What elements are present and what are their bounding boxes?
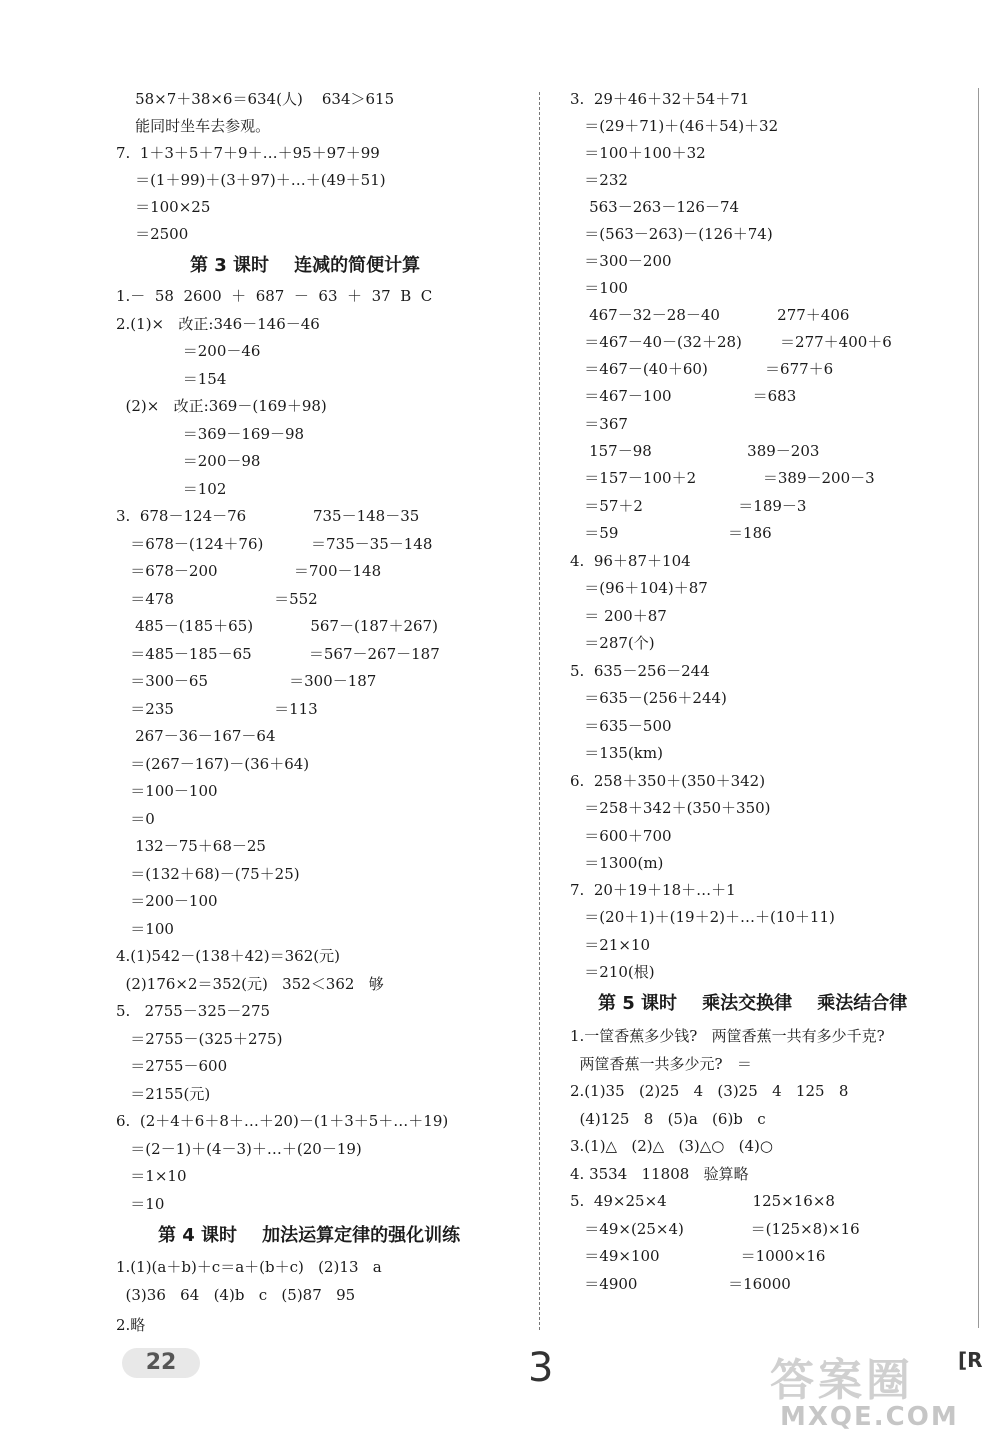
text-line: ＝2500 (116, 225, 189, 243)
text-line: ＝678－(124＋76) ＝735－35－148 (116, 535, 433, 553)
text-line: 1.－ 58 2600 ＋ 687 － 63 ＋ 37 B C (116, 287, 433, 305)
text-line: 3. 29＋46＋32＋54＋71 (570, 90, 750, 108)
text-line: ＝200－100 (116, 892, 218, 910)
text-line: ＝635－(256＋244) (570, 689, 727, 707)
text-line: 5. 635－256－244 (570, 662, 710, 680)
text-line: ＝235 ＝113 (116, 700, 318, 718)
text-line: ＝2155(元) (116, 1085, 211, 1103)
text-line: ＝100 (116, 920, 174, 938)
text-line: (2)× 改正:369－(169＋98) (116, 397, 327, 415)
text-line: (4)125 8 (5)a (6)b c (570, 1110, 766, 1128)
text-line: 能同时坐车去参观。 (116, 117, 271, 135)
text-line: ＝100＋100＋32 (570, 144, 706, 162)
text-line: (3)36 64 (4)b c (5)87 95 (116, 1286, 356, 1304)
text-line: 1.(1)(a＋b)＋c＝a＋(b＋c) (2)13 a (116, 1258, 382, 1276)
text-line: 6. 258＋350＋(350＋342) (570, 772, 766, 790)
text-line: ＝(29＋71)＋(46＋54)＋32 (570, 117, 779, 135)
text-line: ＝(132＋68)－(75＋25) (116, 865, 300, 883)
text-line: ＝369－169－98 (116, 425, 305, 443)
text-line: 267－36－167－64 (116, 727, 276, 745)
text-line: 58×7＋38×6＝634(人) 634＞615 (116, 90, 395, 108)
text-line: ＝(20＋1)＋(19＋2)＋…＋(10＋11) (570, 908, 835, 926)
text-line: ＝600＋700 (570, 827, 672, 845)
text-line: ＝300－65 ＝300－187 (116, 672, 377, 690)
text-line: 4.(1)542－(138＋42)＝362(元) (116, 947, 340, 965)
text-line: ＝2755－600 (116, 1057, 228, 1075)
text-line: ＝(2－1)＋(4－3)＋…＋(20－19) (116, 1140, 362, 1158)
text-line: ＝(1＋99)＋(3＋97)＋…＋(49＋51) (116, 171, 386, 189)
text-line: ＝1×10 (116, 1167, 187, 1185)
lesson-4-heading: 第 4 课时 加法运算定律的强化训练 (158, 1225, 461, 1246)
text-line: ＝200－46 (116, 342, 261, 360)
text-line: ＝49×100 ＝1000×16 (570, 1247, 826, 1265)
watermark-logo-text: 答案圈 (770, 1355, 914, 1406)
text-line: 157－98 389－203 (570, 442, 820, 460)
site-watermark (730, 1340, 1000, 1439)
text-line: ＝(267－167)－(36＋64) (116, 755, 310, 773)
text-line: 7. 1＋3＋5＋7＋9＋…＋95＋97＋99 (116, 144, 380, 162)
lesson-5-heading: 第 5 课时 乘法交换律 乘法结合律 (598, 993, 908, 1014)
text-line: ＝154 (116, 370, 227, 388)
text-line: 3. 678－124－76 735－148－35 (116, 507, 420, 525)
text-line: 563－263－126－74 (570, 198, 740, 216)
text-line: 5. 2755－325－275 (116, 1002, 271, 1020)
text-line: ＝200－98 (116, 452, 261, 470)
lesson-3-heading: 第 3 课时 连减的简便计算 (190, 255, 421, 276)
text-line: ＝59 ＝186 (570, 524, 772, 542)
text-line: ＝4900 ＝16000 (570, 1275, 791, 1293)
text-line: 485－(185＋65) 567－(187＋267) (116, 617, 438, 635)
text-line: ＝287(个) (570, 634, 655, 652)
text-line: ＝300－200 (570, 252, 672, 270)
text-line: ＝49×(25×4) ＝(125×8)×16 (570, 1220, 860, 1238)
text-line: ＝258＋342＋(350＋350) (570, 799, 771, 817)
text-line: ＝467－100 ＝683 (570, 387, 797, 405)
text-line: 两筐香蕉一共多少元? ＝ (570, 1055, 752, 1073)
text-line: ＝102 (116, 480, 227, 498)
text-line: ＝1300(m) (570, 854, 664, 872)
text-line: 4. 3534 11808 验算略 (570, 1165, 749, 1183)
column-divider (539, 92, 540, 1330)
page-edge-line (978, 88, 979, 1328)
corner-label: [R (958, 1348, 983, 1372)
text-line: ＝467－(40＋60) ＝677＋6 (570, 360, 834, 378)
text-line: 6. (2＋4＋6＋8＋…＋20)－(1＋3＋5＋…＋19) (116, 1112, 449, 1130)
text-line: 4. 96＋87＋104 (570, 552, 691, 570)
text-line: ＝367 (570, 415, 628, 433)
text-line: ＝ 200＋87 (570, 607, 667, 625)
text-line: ＝485－185－65 ＝567－267－187 (116, 645, 440, 663)
text-line: ＝467－40－(32＋28) ＝277＋400＋6 (570, 333, 892, 351)
text-line: ＝0 (116, 810, 155, 828)
text-line: 2.略 (116, 1316, 146, 1334)
text-line: ＝232 (570, 171, 628, 189)
text-line: ＝157－100＋2 ＝389－200－3 (570, 469, 875, 487)
text-line: ＝100 (570, 279, 628, 297)
text-line: 2.(1)35 (2)25 4 (3)25 4 125 8 (570, 1082, 849, 1100)
watermark-url: MXQE.COM (780, 1402, 959, 1432)
text-line: 132－75＋68－25 (116, 837, 266, 855)
text-line: 2.(1)× 改正:346－146－46 (116, 315, 320, 333)
text-line: ＝57＋2 ＝189－3 (570, 497, 807, 515)
text-line: ＝21×10 (570, 936, 651, 954)
text-line: ＝(96＋104)＋87 (570, 579, 708, 597)
text-line: ＝(563－263)－(126＋74) (570, 225, 773, 243)
text-line: ＝2755－(325＋275) (116, 1030, 283, 1048)
text-line: 3.(1)△ (2)△ (3)△○ (4)○ (570, 1137, 773, 1155)
text-line: ＝10 (116, 1195, 165, 1213)
page-number-badge: 22 (122, 1348, 200, 1378)
text-line: ＝478 ＝552 (116, 590, 318, 608)
text-line: ＝210(根) (570, 963, 655, 981)
text-line: 1.一筐香蕉多少钱? 两筐香蕉一共有多少千克? (570, 1027, 885, 1045)
text-line: ＝678－200 ＝700－148 (116, 562, 382, 580)
text-line: 5. 49×25×4 125×16×8 (570, 1192, 835, 1210)
handwritten-mark: 3 (528, 1345, 554, 1391)
text-line: (2)176×2＝352(元) 352＜362 够 (116, 975, 384, 993)
text-line: ＝100×25 (116, 198, 211, 216)
text-line: 467－32－28－40 277＋406 (570, 306, 850, 324)
text-line: 7. 20＋19＋18＋…＋1 (570, 881, 736, 899)
text-line: ＝635－500 (570, 717, 672, 735)
text-line: ＝100－100 (116, 782, 218, 800)
text-line: ＝135(km) (570, 744, 663, 762)
